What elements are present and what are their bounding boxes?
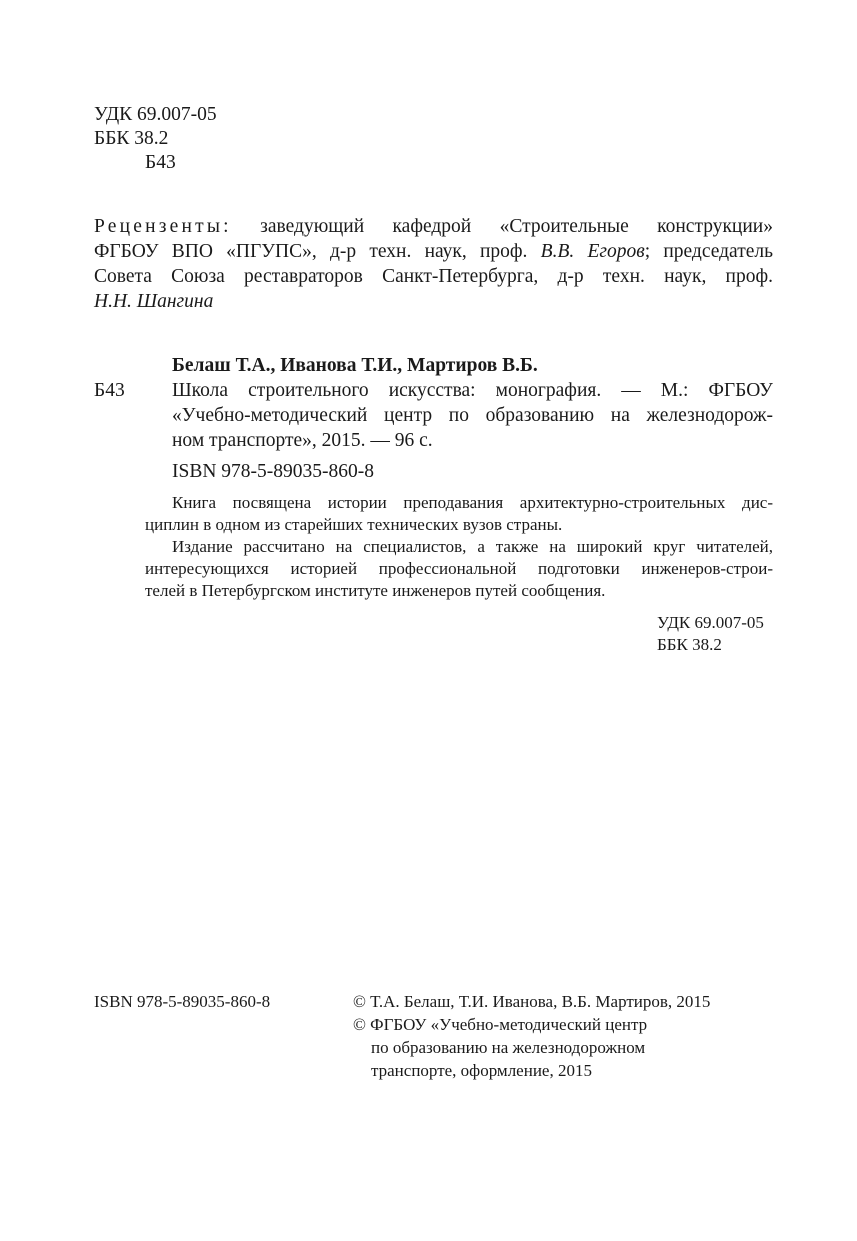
udk-header: УДК 69.007-05 bbox=[94, 104, 217, 125]
reviewers-line-2-text: ФГБОУ ВПО «ПГУПС», д-р техн. наук, проф. bbox=[94, 241, 541, 262]
entry-line-1: Школа строительного искусства: монография. — М.: ФГБОУ bbox=[172, 380, 773, 401]
reviewers-line-2-tail: ; председатель bbox=[644, 241, 773, 262]
reviewers-line-1 bbox=[94, 215, 773, 239]
annotation-p2-line-3: телей в Петербургском институте инженеров путей сообщения. bbox=[145, 581, 606, 600]
reviewer-name-egorov: В.В. Егоров bbox=[540, 241, 645, 262]
annotation-p1-line-2: циплин в одном из старейших технических вузов страны. bbox=[145, 515, 563, 534]
copyright-authors: © Т.А. Белаш, Т.И. Иванова, В.Б. Мартиров, 2015 bbox=[353, 992, 711, 1011]
reviewers-line-3: Совета Союза реставраторов Санкт-Петербурга, д-р техн. наук, проф. bbox=[94, 266, 773, 287]
annotation-p2-line-2: интересующихся историей профессиональной подготовки инженеров-строи- bbox=[145, 559, 773, 578]
udk-classification: УДК 69.007-05 bbox=[657, 613, 764, 632]
reviewers-line-2 bbox=[94, 240, 773, 264]
annotation-p2-line-1: Издание рассчитано на специалистов, а также на широкий круг читателей, bbox=[172, 537, 773, 556]
footer-isbn: ISBN 978-5-89035-860-8 bbox=[94, 992, 271, 1011]
annotation-p1-line-1: Книга посвящена истории преподавания архитектурно-строительных дис- bbox=[172, 493, 773, 512]
copyright-publisher-line-3: транспорте, оформление, 2015 bbox=[371, 1061, 592, 1080]
entry-author-mark: Б43 bbox=[94, 380, 125, 401]
copyright-publisher-line-2: по образованию на железнодорожном bbox=[371, 1038, 646, 1057]
reviewer-name-shangina: Н.Н. Шангина bbox=[94, 291, 214, 312]
reviewers-label: Рецензенты: bbox=[94, 216, 232, 237]
entry-isbn: ISBN 978-5-89035-860-8 bbox=[172, 461, 375, 482]
reviewers-line-1-text: заведующий кафедрой «Строительные конструкции» bbox=[231, 216, 773, 237]
bbk-classification: ББК 38.2 bbox=[657, 635, 722, 654]
entry-line-3: ном транспорте», 2015. — 96 с. bbox=[172, 430, 433, 451]
bbk-header: ББК 38.2 bbox=[94, 128, 169, 149]
entry-line-2: «Учебно-методический центр по образованию на железнодорож- bbox=[172, 405, 773, 426]
copyright-publisher-line-1: © ФГБОУ «Учебно-методический центр bbox=[353, 1015, 648, 1034]
entry-authors: Белаш Т.А., Иванова Т.И., Мартиров В.Б. bbox=[172, 355, 538, 376]
author-mark-header: Б43 bbox=[145, 152, 176, 173]
